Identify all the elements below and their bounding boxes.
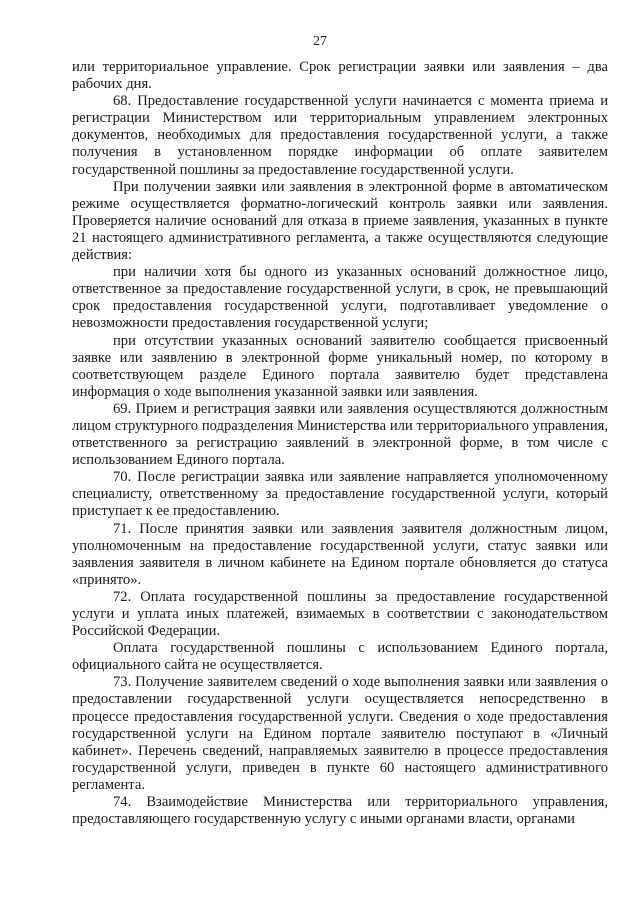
paragraph-74: 74. Взаимодействие Министерства или территориального управления, предоставляющего государственную услугу с иными органами власти, органами xyxy=(72,794,608,828)
paragraph-68: 68. Предоставление государственной услуги начинается с момента приема и регистрации Министерством или территориальным управлением электронных документов, необходимых для предоставления государственной услуги, а также получения в установленном порядке информации об оплате заявителем государственной пошлины за предоставление государственной услуги. xyxy=(72,93,608,178)
paragraph-71: 71. После принятия заявки или заявления заявителя должностным лицом, уполномоченным на предоставление государственной услуги, статус заявки или заявления заявителя в личном кабинете на Едином портале обновляется до статуса «принято». xyxy=(72,520,608,588)
paragraph-grounds-absent: при отсутствии указанных оснований заявителю сообщается присвоенный заявке или заявлению в электронной форме уникальный номер, по которому в соответствующем разделе Единого портала заявителю будет представлена информация о ходе выполнения указанной заявки или заявления. xyxy=(72,332,608,400)
page-number: 27 xyxy=(313,34,327,49)
paragraph-fee-payment: Оплата государственной пошлины с использованием Единого портала, официального сайта не осуществляется. xyxy=(72,640,608,674)
paragraph-73: 73. Получение заявителем сведений о ходе выполнения заявки или заявления о предоставлении государственной услуги осуществляется непосредственно в процессе предоставления государственной услуги. Сведения о ходе предоставления государственной услуги на Едином портале заявителю поступают в «Личный кабинет». Перечень сведений, направляемых заявителю в процессе предоставления государственной услуги, приведен в пункте 60 настоящего административного регламента. xyxy=(72,674,608,793)
paragraph-72: 72. Оплата государственной пошлины за предоставление государственной услуги и уплата иных платежей, взимаемых в соответствии с законодательством Российской Федерации. xyxy=(72,588,608,640)
paragraph-70: 70. После регистрации заявка или заявление направляется уполномоченному специалисту, ответственному за предоставление государственной услуги, который приступает к ее предоставлению. xyxy=(72,469,608,520)
paragraph-electronic-form: При получении заявки или заявления в электронной форме в автоматическом режиме осуществляется форматно-логический контроль заявки или заявления. Проверяется наличие оснований для отказа в приеме заявления, указанных в пункте 21 настоящего административного регламента, а также осуществляются следующие действия: xyxy=(72,178,608,264)
paragraph-continuation: или территориальное управление. Срок регистрации заявки или заявления – два рабочих дня. xyxy=(72,59,608,93)
paragraph-69: 69. Прием и регистрация заявки или заявления осуществляются должностным лицом структурного подразделения Министерства или территориального управления, ответственного за регистрацию заявлений в электронной форме, в том числе с использованием Единого портала. xyxy=(72,400,608,469)
document-body xyxy=(72,59,608,828)
paragraph-grounds-present: при наличии хотя бы одного из указанных оснований должностное лицо, ответственное за предоставление государственной услуги, в срок, не превышающий срок предоставления государственной услуги, подготавливает уведомление о невозможности предоставления государственной услуги; xyxy=(72,264,608,332)
